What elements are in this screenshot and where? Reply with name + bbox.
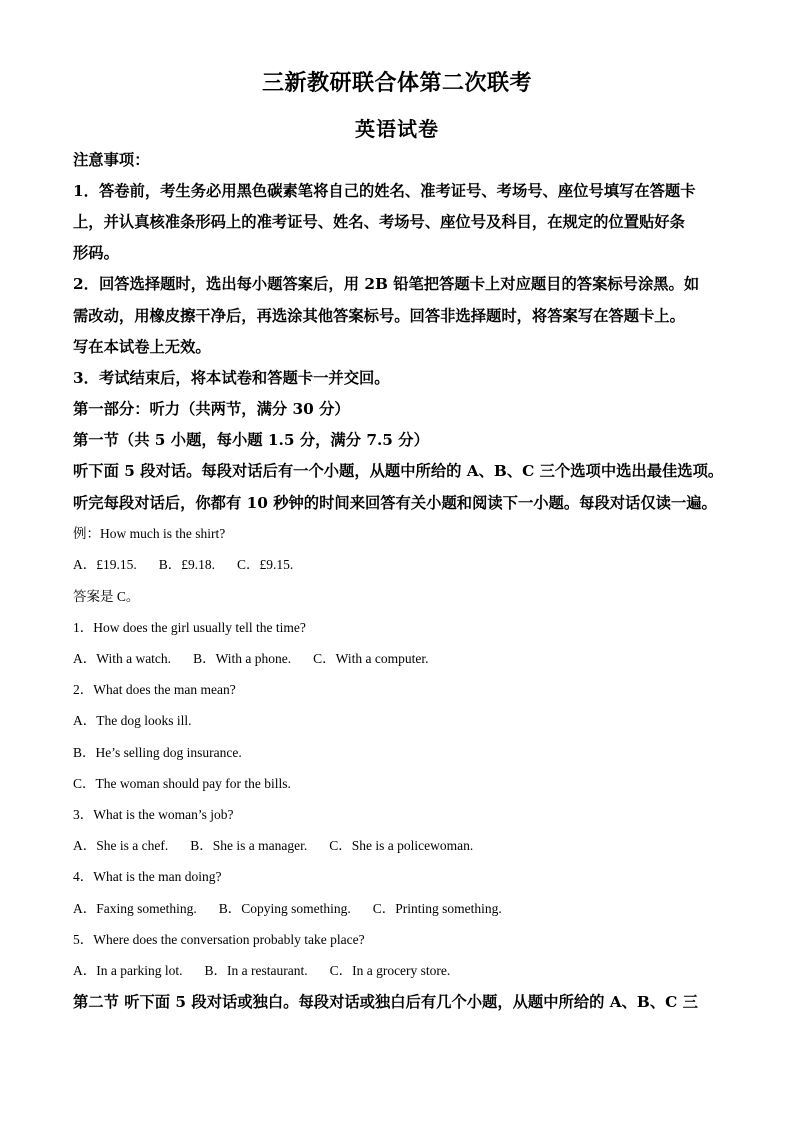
note-2-line-2: 需改动，用橡皮擦干净后，再选涂其他答案标号。回答非选择题时，将答案写在答题卡上。: [73, 307, 685, 325]
example-option-c: C．£9.15.: [237, 557, 294, 572]
question-1-options: [73, 649, 722, 669]
question-3-options: [73, 836, 722, 856]
question-5: 5．Where does the conversation probably take place?: [73, 932, 365, 947]
question-4-option-a: A．Faxing something.: [73, 901, 197, 916]
exam-title: 三新教研联合体第二次联考: [261, 70, 532, 96]
section1-instruction-1: 听下面 5 段对话。每段对话后有一个小题，从题中所给的 A、B、C 三个选项中选出最佳选项。: [73, 462, 724, 480]
note-1-line-2: 上，并认真核准条形码上的准考证号、姓名、考场号、座位号及科目，在规定的位置贴好条: [73, 213, 685, 231]
question-1-option-c: C．With a computer.: [313, 651, 429, 666]
question-2-option-a: A．The dog looks ill.: [73, 713, 192, 728]
question-3: 3．What is the woman’s job?: [73, 807, 234, 822]
section1-instruction-2: 听完每段对话后，你都有 10 秒钟的时间来回答有关小题和阅读下一小题。每段对话仅读一遍。: [73, 494, 717, 512]
note-2-line-1: 2．回答选择题时，选出每小题答案后，用 2B 铅笔把答题卡上对应题目的答案标号涂黑。如: [73, 275, 700, 293]
question-2: 2．What does the man mean?: [73, 682, 236, 697]
example-options: [73, 555, 722, 575]
question-4: 4．What is the man doing?: [73, 869, 222, 884]
question-3-option-c: C．She is a policewoman.: [329, 838, 474, 853]
question-3-option-b: B．She is a manager.: [190, 838, 308, 853]
question-1: 1．How does the girl usually tell the time?: [73, 620, 306, 635]
question-5-option-a: A．In a parking lot.: [73, 963, 183, 978]
question-4-options: [73, 899, 722, 919]
part1-heading: 第一部分：听力（共两节，满分 30 分）: [73, 400, 350, 418]
question-5-options: [73, 961, 722, 981]
note-3: 3．考试结束后，将本试卷和答题卡一并交回。: [73, 369, 390, 387]
example-question: 例：How much is the shirt?: [73, 526, 226, 541]
question-3-option-a: A．She is a chef.: [73, 838, 169, 853]
question-2-option-c: C．The woman should pay for the bills.: [73, 776, 291, 791]
question-1-option-b: B．With a phone.: [193, 651, 292, 666]
note-2-line-3: 写在本试卷上无效。: [73, 338, 211, 356]
question-4-option-c: C．Printing something.: [372, 901, 502, 916]
question-4-option-b: B．Copying something.: [218, 901, 351, 916]
question-5-option-c: C．In a grocery store.: [329, 963, 451, 978]
example-option-b: B．£9.18.: [158, 557, 216, 572]
note-1-line-3: 形码。: [73, 244, 119, 262]
section2-heading: 第二节 听下面 5 段对话或独白。每段对话或独白后有几个小题，从题中所给的 A、B、C 三: [73, 993, 698, 1011]
question-2-option-b: B．He’s selling dog insurance.: [73, 745, 242, 760]
example-answer: 答案是 C。: [73, 589, 140, 604]
section1-heading: 第一节（共 5 小题，每小题 1.5 分，满分 7.5 分）: [73, 431, 429, 449]
notes-heading: 注意事项：: [73, 151, 150, 169]
exam-subtitle: 英语试卷: [355, 117, 439, 141]
example-option-a: A．£19.15.: [73, 557, 137, 572]
note-1-line-1: 1．答卷前，考生务必用黑色碳素笔将自己的姓名、准考证号、考场号、座位号填写在答题卡: [73, 182, 696, 200]
question-5-option-b: B．In a restaurant.: [204, 963, 308, 978]
question-1-option-a: A．With a watch.: [73, 651, 172, 666]
